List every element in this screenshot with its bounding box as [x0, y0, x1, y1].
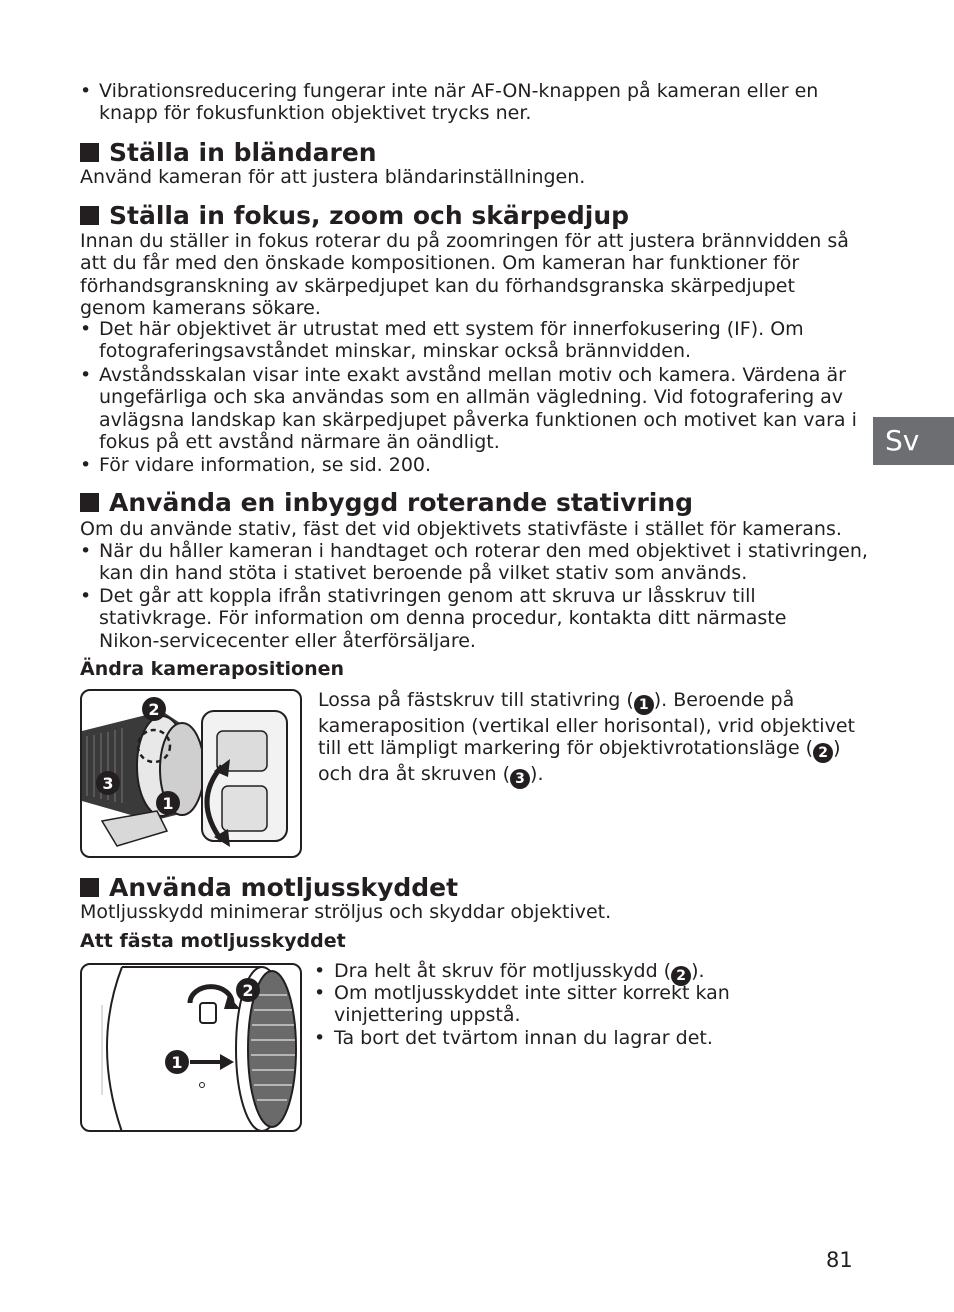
- hood-bullet-2-text: Om motljusskyddet inte sitter korrekt kan vinjettering uppstå.: [334, 982, 730, 1027]
- bullet-dot: •: [80, 454, 92, 476]
- instr-part-1: Lossa på fästskruv till stativring (: [318, 689, 634, 711]
- focus-bullet-2: [80, 364, 860, 454]
- heading-aperture-text: Ställa in bländaren: [109, 138, 377, 167]
- intro-bullet: [80, 80, 870, 125]
- inline-marker-one: 1: [634, 695, 654, 715]
- aperture-paragraph: Använd kameran för att justera bländarinställningen.: [80, 166, 586, 188]
- lens-hood-illustration: [80, 963, 302, 1132]
- hood-marker-two: 2: [242, 981, 254, 1000]
- subheading-camera-position: Ändra kamerapositionen: [80, 658, 345, 680]
- bullet-dot: •: [80, 585, 92, 607]
- marker-three: 3: [102, 774, 114, 793]
- heading-square-icon: [80, 143, 99, 162]
- tripod-bullet-1: [80, 540, 870, 585]
- instr-part-2: ). Beroende på kameraposition (vertikal eller horisontal), vrid objektivet till ett lämpligt markering för objektivrotationsläge (: [318, 689, 855, 760]
- heading-square-icon: [80, 493, 99, 512]
- inline-marker-three: 3: [510, 769, 530, 789]
- hood-bullet-3: [314, 1027, 784, 1049]
- focus-bullet-1: [80, 318, 840, 363]
- hood-bullet-3-text: Ta bort det tvärtom innan du lagrar det.: [334, 1027, 713, 1049]
- marker-two: 2: [148, 700, 160, 719]
- bullet-dot: •: [314, 982, 326, 1004]
- hood-marker-one: 1: [171, 1053, 183, 1072]
- subheading-attach-hood: Att fästa motljusskyddet: [80, 930, 346, 952]
- heading-focus-text: Ställa in fokus, zoom och skärpedjup: [109, 201, 630, 230]
- bullet-dot: •: [80, 80, 92, 102]
- hood-bullet-1a: Dra helt åt skruv för motljusskydd (: [334, 960, 672, 982]
- hood-bullet-2: [314, 982, 754, 1027]
- intro-bullet-text: Vibrationsreducering fungerar inte när AF-ON-knappen på kameran eller en knapp för fokusfunktion objektivet trycks ner.: [99, 80, 819, 125]
- heading-tripod: [80, 488, 693, 518]
- bullet-dot: •: [314, 1027, 326, 1049]
- tripod-bullet-1-text: När du håller kameran i handtaget och roterar den med objektivet i stativringen, kan din hand stöta i stativet beroende på vilket stativ som används.: [99, 540, 868, 585]
- tripod-paragraph: Om du använde stativ, fäst det vid objektivets stativfäste i stället för kamerans.: [80, 518, 842, 540]
- instr-part-4: ).: [530, 763, 544, 786]
- heading-focus: [80, 201, 629, 231]
- marker-one: 1: [162, 794, 174, 813]
- camera-rotation-illustration: [80, 689, 302, 858]
- focus-paragraph: Innan du ställer in fokus roterar du på zoomringen för att justera brännvidden så att du får med den önskade kompositionen. Om kameran har funktioner för förhandsgranskning av skärpedjupet kan du förhandsgranska skärpedjupet genom kamerans sökare.: [80, 230, 849, 320]
- bullet-dot: •: [314, 960, 326, 982]
- tripod-bullet-2: [80, 585, 820, 652]
- inline-marker-two: 2: [813, 743, 833, 763]
- focus-bullet-2-text: Avståndsskalan visar inte exakt avstånd mellan motiv och kamera. Värdena är ungefärliga och ska användas som en allmän vägledning. Vid fotografering av avlägsna landskap kan skärpedjupet påverka funktionen och motivet kan vara i fokus på ett avstånd närmare än oändligt.: [99, 364, 857, 454]
- heading-tripod-text: Använda en inbyggd roterande stativring: [109, 488, 694, 517]
- heading-square-icon: [80, 206, 99, 225]
- heading-hood-text: Använda motljusskyddet: [109, 873, 459, 902]
- hood-paragraph: Motljusskydd minimerar ströljus och skyddar objektivet.: [80, 901, 612, 923]
- page-number: 81: [826, 1248, 853, 1272]
- bullet-dot: •: [80, 364, 92, 386]
- hood-bullet-1b: ).: [691, 960, 705, 982]
- bullet-dot: •: [80, 318, 92, 340]
- instr-part-3: ) och dra åt skruven (: [318, 737, 841, 786]
- heading-aperture: [80, 138, 377, 168]
- language-tab: Sv: [873, 417, 954, 465]
- camera-position-instructions: [318, 689, 863, 789]
- focus-bullet-1-text: Det här objektivet är utrustat med ett system för innerfokusering (IF). Om fotograferingsavståndet minskar, minskar också brännvidden.: [99, 318, 804, 363]
- focus-bullet-3-text: För vidare information, se sid. 200.: [99, 454, 432, 476]
- focus-bullet-3: [80, 454, 870, 476]
- heading-hood: [80, 873, 458, 903]
- bullet-dot: •: [80, 540, 92, 562]
- tripod-bullet-2-text: Det går att koppla ifrån stativringen genom att skruva ur låsskruv till stativkrage. För information om denna procedur, kontakta ditt närmaste Nikon-servicecenter eller återförsäljare.: [99, 585, 787, 652]
- heading-square-icon: [80, 878, 99, 897]
- inline-hood-marker-two: 2: [671, 966, 691, 986]
